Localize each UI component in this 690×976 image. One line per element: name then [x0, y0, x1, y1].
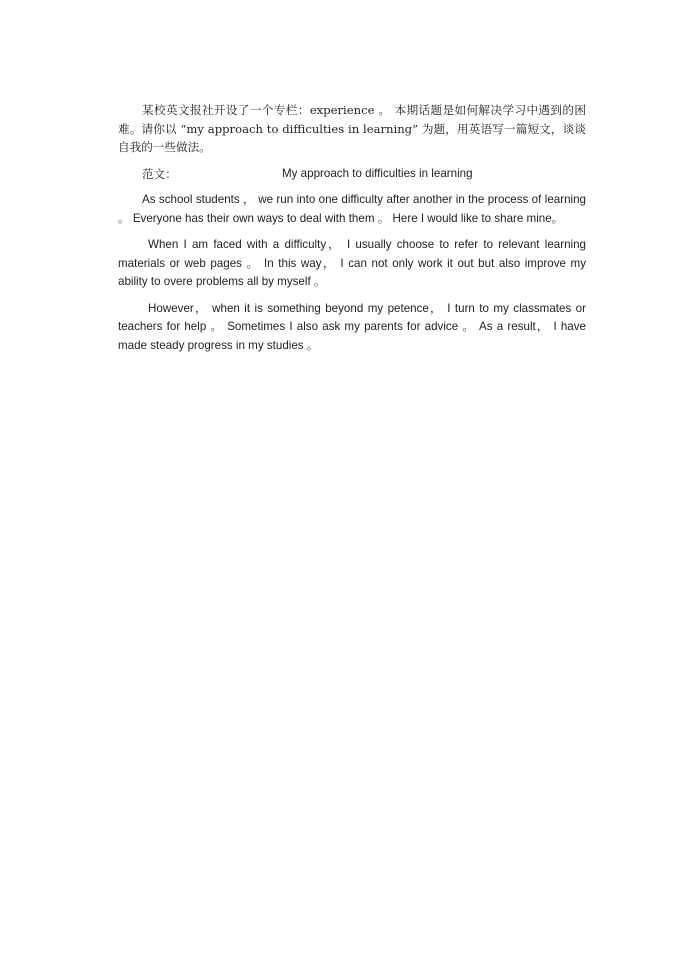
writing-prompt: 某校英文报社开设了一个专栏：experience 。 本期话题是如何解决学习中遇到的困难。请你以 “my approach to difficulties in learning” 为题，用英语写一篇短文，谈谈自我的一些做法。 — [118, 103, 586, 154]
essay-paragraph-1: As school students ， we run into one difficulty after another in the process of learning 。 Everyone has their own ways to deal with them 。 Here I would like to share mine。 — [118, 193, 586, 225]
sample-heading-row — [118, 165, 586, 184]
essay-paragraph-3: However， when it is something beyond my petence， I turn to my classmates or teachers for help 。 Sometimes I also ask my parents for advice 。 As a result， I have made steady progress in my studies 。 — [118, 301, 586, 352]
essay-title: My approach to difficulties in learning — [282, 166, 473, 180]
document-content — [118, 101, 586, 355]
essay-paragraph-2: When I am faced with a difficulty， I usually choose to refer to relevant learning materials or web pages 。 In this way， I can not only work it out but also improve my ability to overe problems all by myself 。 — [118, 238, 586, 288]
sample-label: 范文： — [142, 166, 177, 181]
